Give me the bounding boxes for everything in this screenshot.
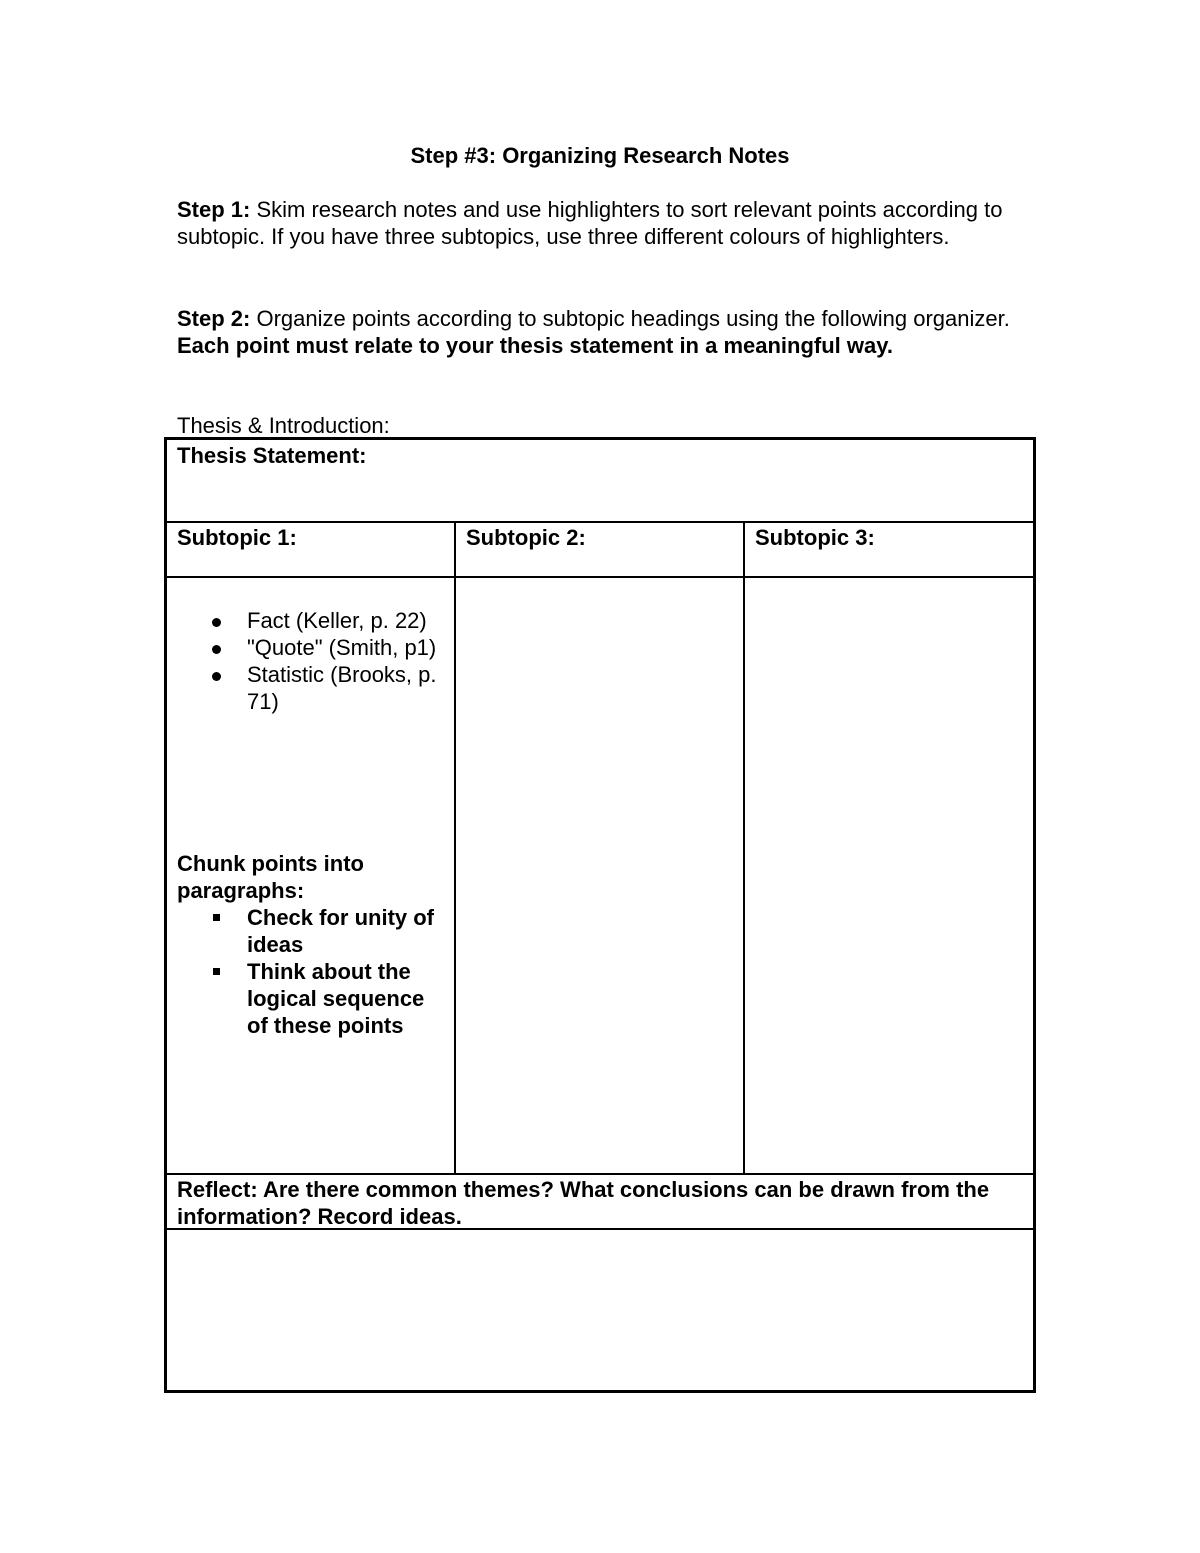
subtopic-2-header: Subtopic 2: (466, 525, 586, 550)
row-divider-thesis (167, 521, 1033, 523)
chunk-point-unity: Check for unity of ideas (247, 905, 435, 957)
subtopic-3-header: Subtopic 3: (755, 525, 875, 550)
square-bullet-icon (213, 914, 220, 921)
bullet-icon (212, 672, 221, 681)
chunk-point-sequence: Think about the logical sequence of these points (247, 959, 425, 1038)
thesis-statement-label: Thesis Statement: (177, 443, 367, 468)
step-1-text: Skim research notes and use highlighters to sort relevant points according to subtopic. If you have three subtopics, use three different colours of highlighters. (177, 197, 1003, 249)
example-point-fact: Fact (Keller, p. 22) (247, 608, 427, 633)
subtopic-1-header: Subtopic 1: (177, 525, 297, 550)
page-title: Step #3: Organizing Research Notes (410, 143, 790, 168)
list-item (177, 904, 447, 958)
list-item (177, 634, 447, 661)
list-item (177, 661, 447, 715)
column-divider-2 (743, 521, 745, 1175)
step-1-paragraph (177, 196, 1037, 250)
step-2-text: Organize points according to subtopic headings using the following organizer. (250, 306, 1010, 331)
example-point-quote: "Quote" (Smith, p1) (247, 635, 437, 660)
bullet-icon (212, 618, 221, 627)
research-organizer-table (164, 437, 1036, 1393)
row-divider-notes (167, 1173, 1033, 1175)
column-divider-1 (454, 521, 456, 1175)
thesis-introduction-label: Thesis & Introduction: (177, 413, 390, 438)
chunk-points-list (177, 904, 447, 1039)
square-bullet-icon (213, 968, 220, 975)
step-2-paragraph (177, 305, 1037, 359)
list-item (177, 958, 447, 1039)
example-point-statistic: Statistic (Brooks, p. 71) (247, 662, 437, 714)
step-2-emphasis: Each point must relate to your thesis statement in a meaningful way. (177, 333, 893, 358)
row-divider-subtopic-headers (167, 576, 1033, 578)
example-points-list (177, 607, 447, 715)
reflect-prompt: Reflect: Are there common themes? What conclusions can be drawn from the information? Record ideas. (177, 1177, 990, 1229)
list-item (177, 607, 447, 634)
step-1-label: Step 1: (177, 197, 251, 222)
bullet-icon (212, 645, 221, 654)
step-2-label: Step 2: (177, 306, 251, 331)
chunk-heading: Chunk points into paragraphs: (177, 851, 364, 903)
